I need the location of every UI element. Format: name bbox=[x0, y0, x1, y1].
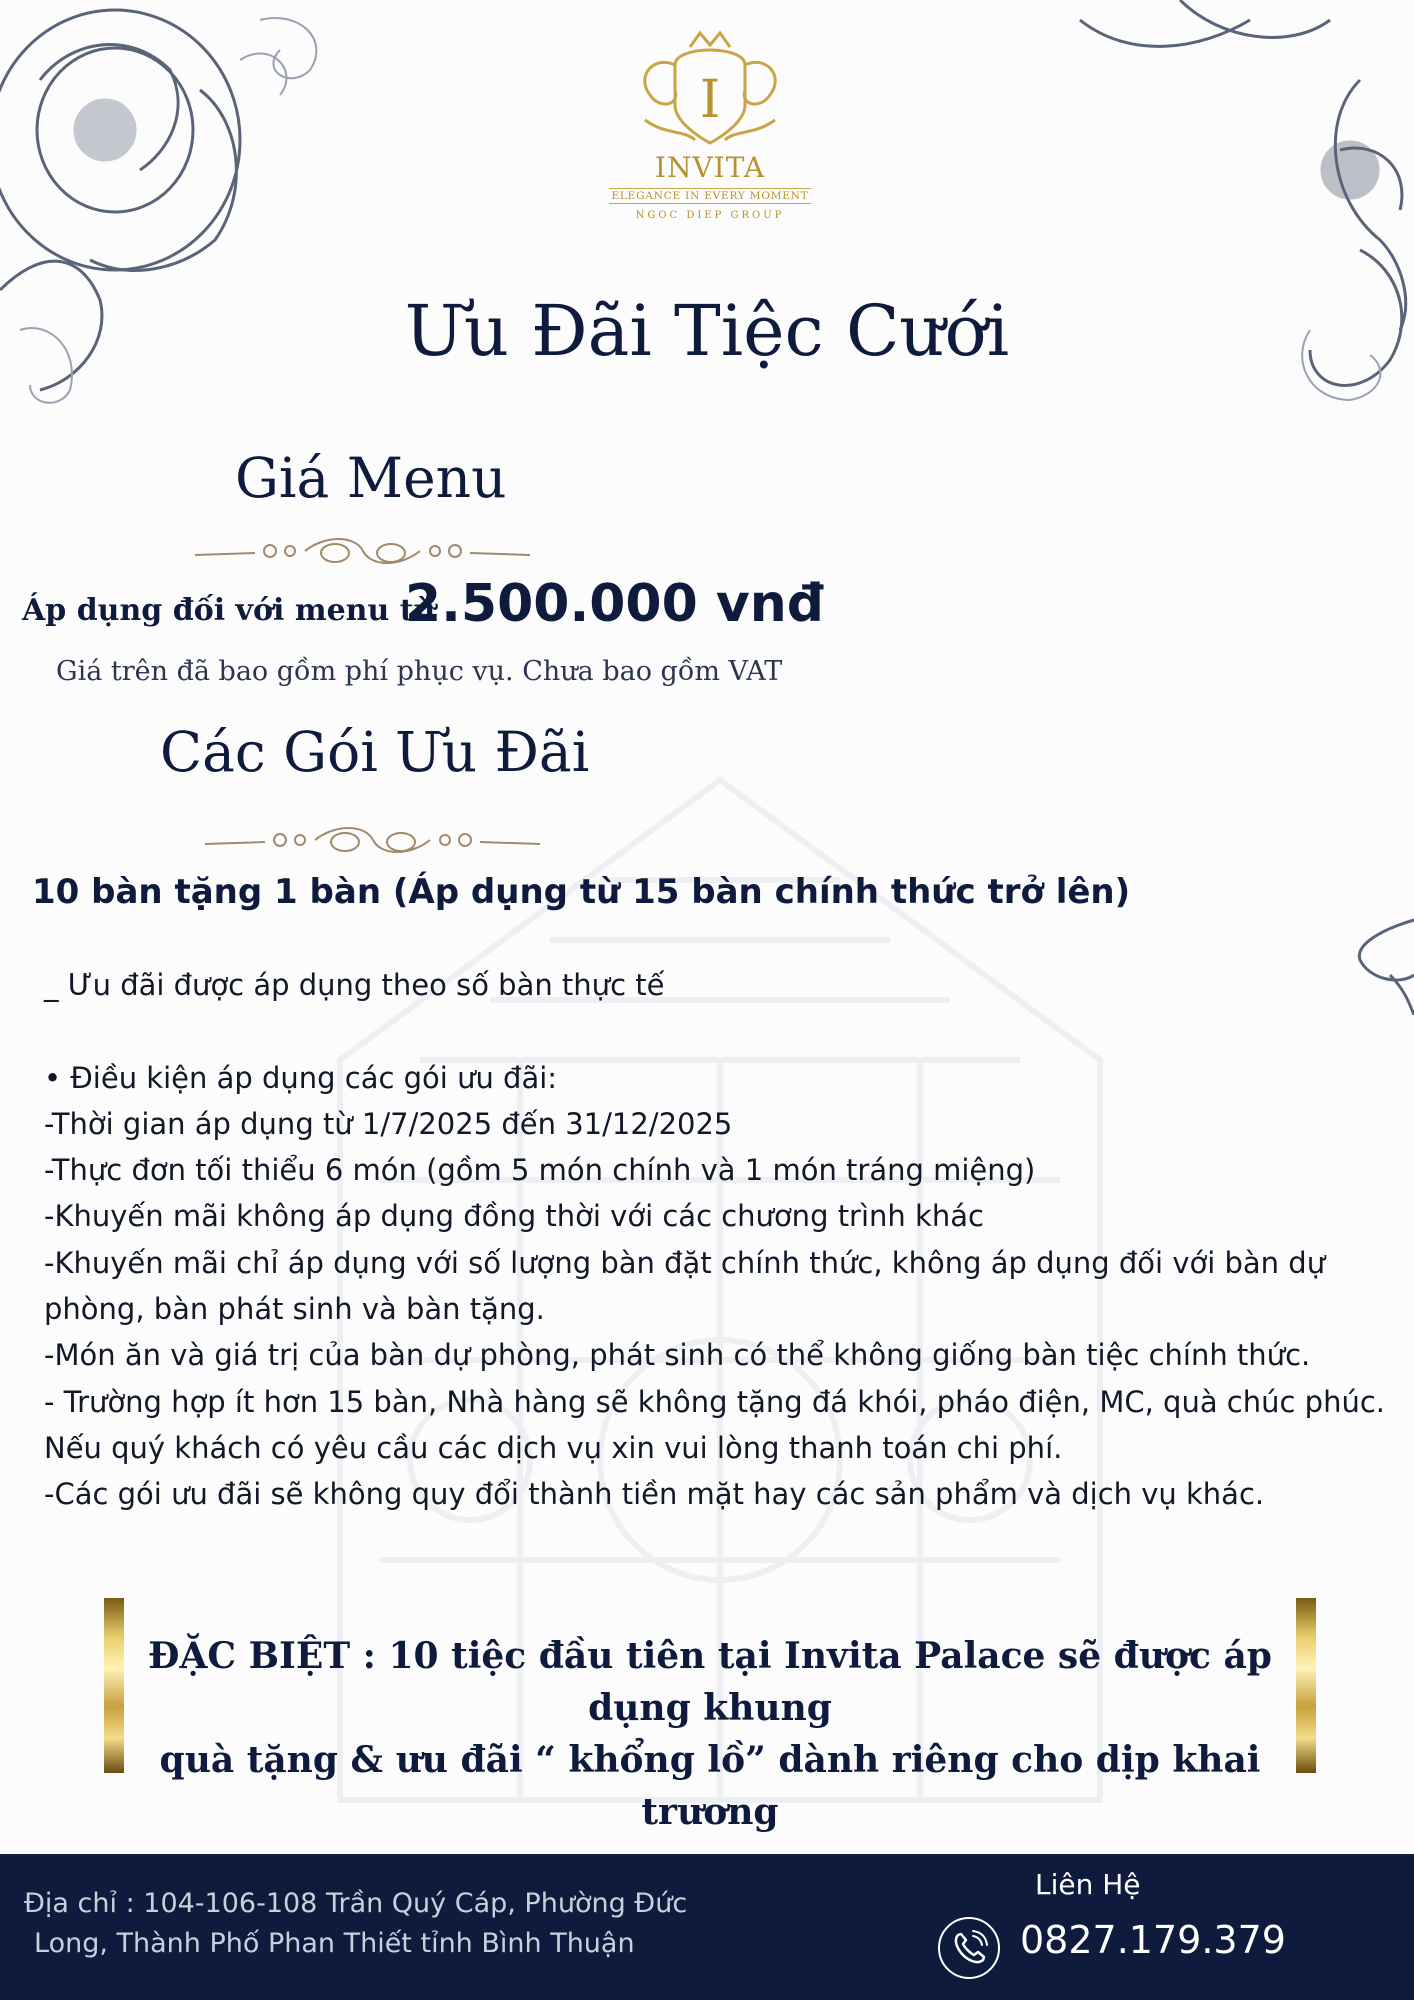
phone-number[interactable]: 0827.179.379 bbox=[1020, 1918, 1286, 1962]
address-line: Long, Thành Phố Phan Thiết tỉnh Bình Thuận bbox=[34, 1928, 635, 1959]
condition-line: - Trường hợp ít hơn 15 bàn, Nhà hàng sẽ không tặng đá khói, pháo điện, MC, quà chúc phúc. Nếu quý khách có yêu cầu các dịch vụ xin vui lòng thanh toán chi phí. bbox=[44, 1384, 1386, 1465]
page-title: Ưu Đãi Tiệc Cưới bbox=[404, 290, 1010, 372]
logo-letter: I bbox=[699, 70, 721, 130]
condition-line: -Món ăn và giá trị của bàn dự phòng, phát sinh có thể không giống bàn tiệc chính thức. bbox=[44, 1338, 1311, 1373]
promo-conditions bbox=[44, 962, 1394, 1518]
promo-offer: 10 bàn tặng 1 bàn (Áp dụng từ 15 bàn chính thức trở lên) bbox=[32, 872, 1131, 912]
crest-icon bbox=[625, 25, 795, 155]
condition-line: • Điều kiện áp dụng các gói ưu đãi: bbox=[44, 1060, 558, 1095]
special-line: quà tặng & ưu đãi “ khổng lồ” dành riêng cho dịp khai trương bbox=[159, 1739, 1261, 1833]
logo-group: NGOC DIEP GROUP bbox=[635, 210, 785, 221]
ornament-divider bbox=[195, 533, 530, 573]
address-line: Địa chỉ : 104-106-108 Trần Quý Cáp, Phường Đức bbox=[24, 1888, 688, 1919]
condition-line: -Thời gian áp dụng từ 1/7/2025 đến 31/12/2025 bbox=[44, 1106, 733, 1141]
invita-logo bbox=[590, 25, 830, 240]
contact-label: Liên Hệ bbox=[1035, 1868, 1141, 1901]
special-text bbox=[100, 1630, 1320, 1838]
logo-tagline: ELEGANCE IN EVERY MOMENT bbox=[611, 190, 809, 202]
menu-price: 2.500.000 vnđ bbox=[405, 574, 825, 634]
condition-line: -Khuyến mãi chỉ áp dụng với số lượng bàn đặt chính thức, không áp dụng đối với bàn dự phòng, bàn phát sinh và bàn tặng. bbox=[44, 1245, 1326, 1327]
promo-heading: Các Gói Ưu Đãi bbox=[160, 720, 590, 784]
condition-line: -Các gói ưu đãi sẽ không quy đổi thành tiền mặt hay các sản phẩm và dịch vụ khác. bbox=[44, 1477, 1265, 1512]
special-line: ĐẶC BIỆT : 10 tiệc đầu tiên tại Invita Palace sẽ được áp dụng khung bbox=[148, 1635, 1272, 1729]
address bbox=[24, 1884, 687, 1964]
special-banner bbox=[100, 1598, 1320, 1833]
condition-line: -Thực đơn tối thiểu 6 món (gồm 5 món chính và 1 món tráng miệng) bbox=[44, 1153, 1036, 1188]
condition-line: -Khuyến mãi không áp dụng đồng thời với các chương trình khác bbox=[44, 1199, 984, 1234]
menu-heading: Giá Menu bbox=[235, 446, 507, 510]
footer bbox=[0, 1854, 1414, 2000]
ornament-divider bbox=[205, 822, 540, 862]
logo-brand: INVITA bbox=[654, 151, 766, 184]
condition-line: _ Ưu đãi được áp dụng theo số bàn thực tế bbox=[44, 968, 665, 1002]
menu-apply-label: Áp dụng đối với menu từ bbox=[22, 593, 436, 628]
blank-line bbox=[44, 1008, 1394, 1054]
price-note: Giá trên đã bao gồm phí phục vụ. Chưa bao gồm VAT bbox=[56, 656, 783, 687]
phone-icon[interactable] bbox=[938, 1917, 1000, 1979]
